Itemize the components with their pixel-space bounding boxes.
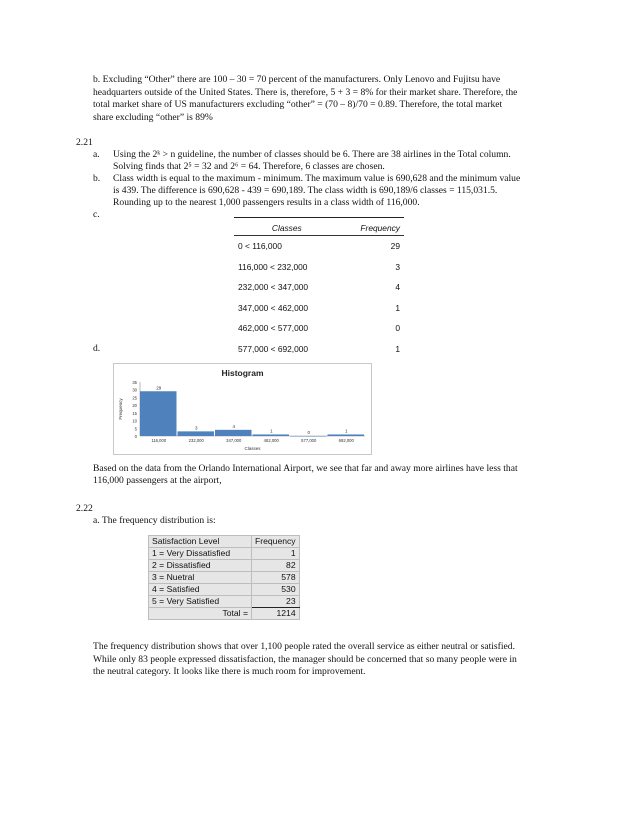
table-row bbox=[234, 257, 404, 278]
freq-cell: 578 bbox=[252, 572, 300, 584]
histogram-bar bbox=[215, 430, 252, 436]
bar-data-label: 0 bbox=[307, 430, 311, 435]
class-cell: 577,000 < 692,000 bbox=[238, 343, 309, 354]
table-row bbox=[234, 339, 404, 360]
x-tick-label: 347,000 bbox=[226, 438, 242, 443]
histogram-bar bbox=[253, 434, 290, 436]
text-line: headquarters outside of the United States. There is, therefore, 5 + 3 = 8% for their market share. Therefore, the bbox=[93, 87, 518, 98]
col-level: Satisfaction Level bbox=[149, 536, 252, 548]
col-classes: Classes bbox=[234, 221, 340, 236]
bar-data-label: 4 bbox=[232, 423, 236, 429]
class-cell: 232,000 < 347,000 bbox=[238, 282, 309, 292]
table-row bbox=[234, 298, 404, 319]
y-tick-label: 20 bbox=[132, 403, 137, 409]
histogram-bar bbox=[178, 431, 215, 436]
text-line: Using the 2ᵏ > n guideline, the number of classes should be 6. There are 38 airlines in the Total column. bbox=[113, 149, 511, 160]
table-row bbox=[234, 318, 404, 339]
total-label: Total = bbox=[149, 608, 252, 620]
table-row bbox=[234, 277, 404, 298]
item-label: a. bbox=[93, 149, 100, 160]
level-cell: 2 = Dissatisfied bbox=[149, 560, 252, 572]
text-line: Class width is equal to the maximum - minimum. The maximum value is 690,628 and the minimum value bbox=[113, 173, 521, 184]
table-row bbox=[149, 584, 300, 596]
level-cell: 5 = Very Satisfied bbox=[149, 596, 252, 608]
histogram-frame bbox=[113, 363, 372, 455]
text-line: is 439. The difference is 690,628 - 439 = 690,189. The class width is 690,189/6 classes = 115,031.5. bbox=[113, 185, 498, 196]
table-row bbox=[149, 560, 300, 572]
y-tick-label: 15 bbox=[132, 410, 137, 416]
freq-cell: 82 bbox=[252, 560, 300, 572]
y-tick-label: 30 bbox=[132, 387, 137, 393]
table-header bbox=[234, 221, 404, 236]
y-axis-label: Frequency bbox=[118, 398, 123, 420]
item-label: b. bbox=[93, 173, 101, 184]
y-tick-label: 5 bbox=[134, 426, 137, 432]
text-line: 116,000 passengers at the airport, bbox=[93, 475, 222, 486]
table-total-row bbox=[149, 608, 300, 620]
table-row bbox=[149, 548, 300, 560]
col-frequency: Frequency bbox=[252, 536, 300, 548]
text-line: a. The frequency distribution is: bbox=[93, 515, 216, 526]
bar-data-label: 3 bbox=[194, 425, 198, 431]
text-line: Solving finds that 2⁵ = 32 and 2⁶ = 64. Therefore, 6 classes are chosen. bbox=[113, 161, 385, 172]
freq-cell: 1 bbox=[395, 302, 400, 313]
freq-cell: 4 bbox=[395, 282, 400, 292]
freq-cell: 23 bbox=[252, 596, 300, 608]
table-header bbox=[149, 536, 300, 548]
satisfaction-table bbox=[148, 535, 300, 620]
text-line: The frequency distribution shows that over 1,100 people rated the overall service as either neutral or satisfied. bbox=[93, 641, 515, 652]
histogram-bar bbox=[290, 436, 327, 437]
item-label: c. bbox=[93, 209, 100, 220]
x-tick-label: 462,000 bbox=[263, 438, 279, 443]
bar-data-label: 29 bbox=[156, 385, 162, 391]
table-top-rule bbox=[234, 217, 404, 218]
x-tick-label: 116,000 bbox=[151, 438, 167, 443]
frequency-table bbox=[234, 221, 404, 359]
chart-title: Histogram bbox=[221, 368, 264, 378]
problem-number: 2.21 bbox=[76, 137, 93, 148]
class-cell: 0 < 116,000 bbox=[238, 241, 282, 251]
level-cell: 1 = Very Dissatisfied bbox=[149, 548, 252, 560]
x-tick-label: 232,000 bbox=[188, 438, 204, 443]
col-frequency: Frequency bbox=[340, 221, 404, 236]
class-cell: 462,000 < 577,000 bbox=[238, 323, 309, 333]
y-tick-label: 25 bbox=[132, 395, 137, 401]
text-line: Based on the data from the Orlando International Airport, we see that far and away more airlines have less that bbox=[93, 463, 518, 474]
freq-cell: 530 bbox=[252, 584, 300, 596]
text-line: While only 83 people expressed dissatisfaction, the manager should be concerned that so many people were in bbox=[93, 654, 517, 665]
bar-data-label: 1 bbox=[269, 428, 273, 434]
histogram-chart bbox=[114, 364, 371, 454]
text-line: total market share of US manufacturers excluding “other” = (70 – 8)/70 = 0.89. Therefore, the total market bbox=[93, 99, 503, 110]
text-line: Rounding up to the nearest 1,000 passengers results in a class width of 116,000. bbox=[113, 197, 420, 208]
x-axis-label: Classes bbox=[244, 446, 261, 451]
item-label: d. bbox=[93, 343, 101, 354]
table-row bbox=[149, 596, 300, 608]
x-tick-label: 577,000 bbox=[301, 438, 317, 443]
table-row bbox=[149, 572, 300, 584]
freq-cell: 1 bbox=[395, 343, 400, 354]
y-tick-label: 10 bbox=[132, 418, 137, 424]
text-line: share excluding “other” is 89% bbox=[93, 112, 213, 123]
level-cell: 4 = Satisfied bbox=[149, 584, 252, 596]
total-value: 1214 bbox=[252, 608, 300, 620]
freq-cell: 29 bbox=[390, 241, 400, 251]
level-cell: 3 = Nuetral bbox=[149, 572, 252, 584]
y-tick-label: 35 bbox=[132, 380, 137, 385]
class-cell: 116,000 < 232,000 bbox=[238, 261, 308, 272]
x-tick-label: 692,000 bbox=[338, 438, 354, 443]
histogram-bar bbox=[140, 391, 177, 436]
problem-number: 2.22 bbox=[76, 503, 93, 514]
class-cell: 347,000 < 462,000 bbox=[238, 302, 309, 313]
y-tick-label: 0 bbox=[134, 434, 137, 439]
histogram-bar bbox=[328, 434, 365, 436]
table-row bbox=[234, 236, 404, 257]
freq-cell: 0 bbox=[395, 323, 400, 333]
bar-data-label: 1 bbox=[344, 428, 348, 434]
text-line: b. Excluding “Other” there are 100 – 30 = 70 percent of the manufacturers. Only Lenovo and Fujitsu have bbox=[93, 74, 501, 85]
freq-cell: 1 bbox=[252, 548, 300, 560]
freq-cell: 3 bbox=[395, 261, 400, 272]
text-line: the neutral category. It looks like there is much room for improvement. bbox=[93, 666, 366, 677]
